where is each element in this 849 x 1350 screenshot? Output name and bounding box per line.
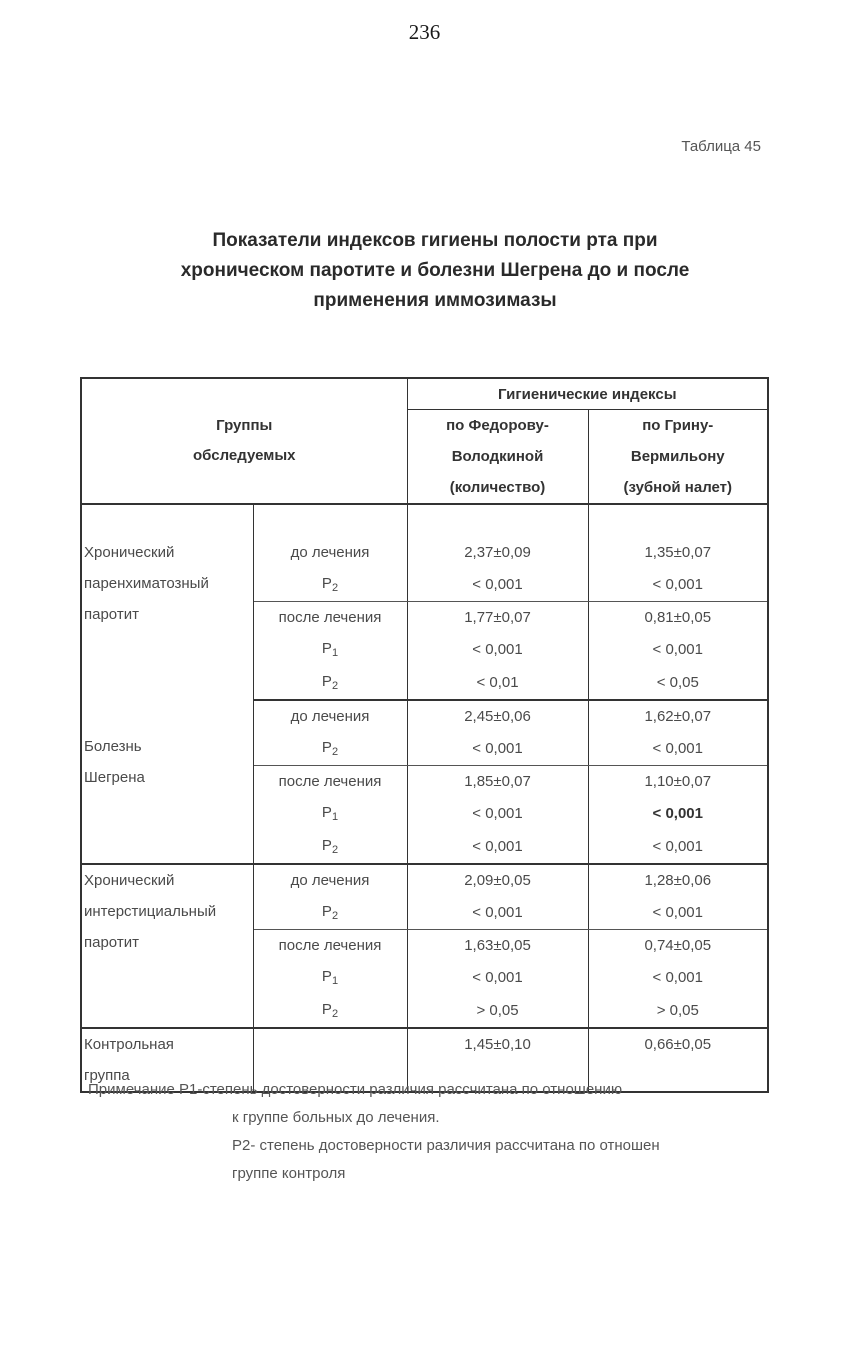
control-line-1: Контрольная	[84, 1036, 174, 1053]
value-cell: < 0,001	[407, 830, 588, 864]
group-name-3	[81, 864, 253, 1028]
value-cell: < 0,001	[588, 568, 768, 602]
note-line-4: группе контроля	[232, 1165, 346, 1182]
hygiene-index-table	[80, 377, 769, 1093]
value-cell: 2,45±0,06	[407, 700, 588, 732]
stage-label: до лечения	[253, 700, 407, 732]
header-col1-line-1: по Федорову-	[446, 417, 549, 434]
stage-label: после лечения	[253, 766, 407, 798]
page-number: 236	[408, 20, 441, 44]
p-label: $P_1$	[253, 961, 407, 994]
value-cell: < 0,001	[407, 633, 588, 666]
group-3-line-1: Хронический	[84, 872, 175, 889]
note-line-1: Примечание P1-степень достоверности различия рассчитана по отношению	[88, 1081, 623, 1098]
p-label: $P_2$	[253, 732, 407, 766]
stage-label: до лечения	[253, 864, 407, 896]
note-line-3: P2- степень достоверности различия рассчитана по отношен	[232, 1137, 660, 1154]
value-cell: 1,35±0,07	[588, 537, 768, 568]
group-name-1	[81, 504, 253, 700]
value-cell: 0,81±0,05	[588, 602, 768, 634]
value-cell: 1,10±0,07	[588, 766, 768, 798]
group-3-line-2: интерстициальный	[84, 903, 217, 920]
value-cell: < 0,001	[588, 961, 768, 994]
table-row	[81, 700, 768, 732]
note-line-2: к группе больных до лечения.	[232, 1109, 440, 1126]
table-row	[81, 864, 768, 896]
value-cell: 1,85±0,07	[407, 766, 588, 798]
header-col2-line-1: по Грину-	[642, 417, 714, 434]
group-2-line-2: Шегрена	[84, 769, 145, 786]
value-cell: < 0,001	[407, 896, 588, 930]
table-label: Таблица 45	[681, 138, 761, 155]
value-cell: < 0,001	[588, 896, 768, 930]
value-cell: 0,66±0,05	[588, 1028, 768, 1092]
value-cell: > 0,05	[588, 994, 768, 1028]
group-1-line-1: Хронический	[84, 544, 175, 561]
header-indices: Гигиенические индексы	[407, 378, 768, 410]
header-col1-line-3: (количество)	[449, 479, 546, 496]
header-col2-line-2: Вермильону	[630, 448, 725, 465]
p-label: $P_2$	[253, 830, 407, 864]
header-groups-line-1: Группы	[216, 417, 273, 434]
table-note	[88, 1076, 660, 1188]
value-cell: 2,37±0,09	[407, 537, 588, 568]
group-3-line-3: паротит	[84, 934, 139, 951]
header-col1-line-2: Володкиной	[451, 448, 544, 465]
header-col-green	[588, 410, 768, 505]
header-groups-line-2: обследуемых	[193, 447, 296, 464]
stage-label: до лечения	[253, 537, 407, 568]
value-cell: < 0,001	[588, 732, 768, 766]
value-cell: < 0,05	[588, 666, 768, 700]
value-cell: < 0,001	[407, 961, 588, 994]
p-label: $P_1$	[253, 797, 407, 830]
group-2-line-1: Болезнь	[84, 738, 142, 755]
value-cell: 1,45±0,10	[407, 1028, 588, 1092]
control-line-2: группа	[84, 1067, 130, 1084]
value-cell: < 0,001	[407, 732, 588, 766]
table-title	[90, 226, 780, 316]
value-cell: 2,09±0,05	[407, 864, 588, 896]
header-groups	[81, 378, 407, 504]
p-label: $P_2$	[253, 666, 407, 700]
value-cell: < 0,001	[407, 797, 588, 830]
title-line-1: Показатели индексов гигиены полости рта при	[212, 230, 658, 251]
stage-label: после лечения	[253, 602, 407, 634]
p-label: $P_1$	[253, 633, 407, 666]
title-line-3: применения иммозимазы	[313, 290, 557, 311]
p-label: $P_2$	[253, 896, 407, 930]
group-1-line-2: паренхиматозный	[84, 575, 209, 592]
value-cell: < 0,001	[588, 633, 768, 666]
p-label: $P_2$	[253, 994, 407, 1028]
group-1-line-3: паротит	[84, 606, 139, 623]
value-cell: 1,77±0,07	[407, 602, 588, 634]
header-col-fedorov	[407, 410, 588, 505]
value-cell: 1,28±0,06	[588, 864, 768, 896]
value-cell: 0,74±0,05	[588, 930, 768, 962]
header-col2-line-3: (зубной налет)	[623, 479, 733, 496]
value-cell: 1,62±0,07	[588, 700, 768, 732]
value-cell: < 0,001	[407, 568, 588, 602]
value-cell: > 0,05	[407, 994, 588, 1028]
stage-label: после лечения	[253, 930, 407, 962]
p-label: $P_2$	[253, 568, 407, 602]
value-cell: < 0,01	[407, 666, 588, 700]
value-cell: < 0,001	[588, 830, 768, 864]
value-cell: 1,63±0,05	[407, 930, 588, 962]
value-cell: < 0,001	[588, 797, 768, 830]
group-name-2	[81, 700, 253, 864]
title-line-2: хроническом паротите и болезни Шегрена до и после	[180, 260, 690, 281]
